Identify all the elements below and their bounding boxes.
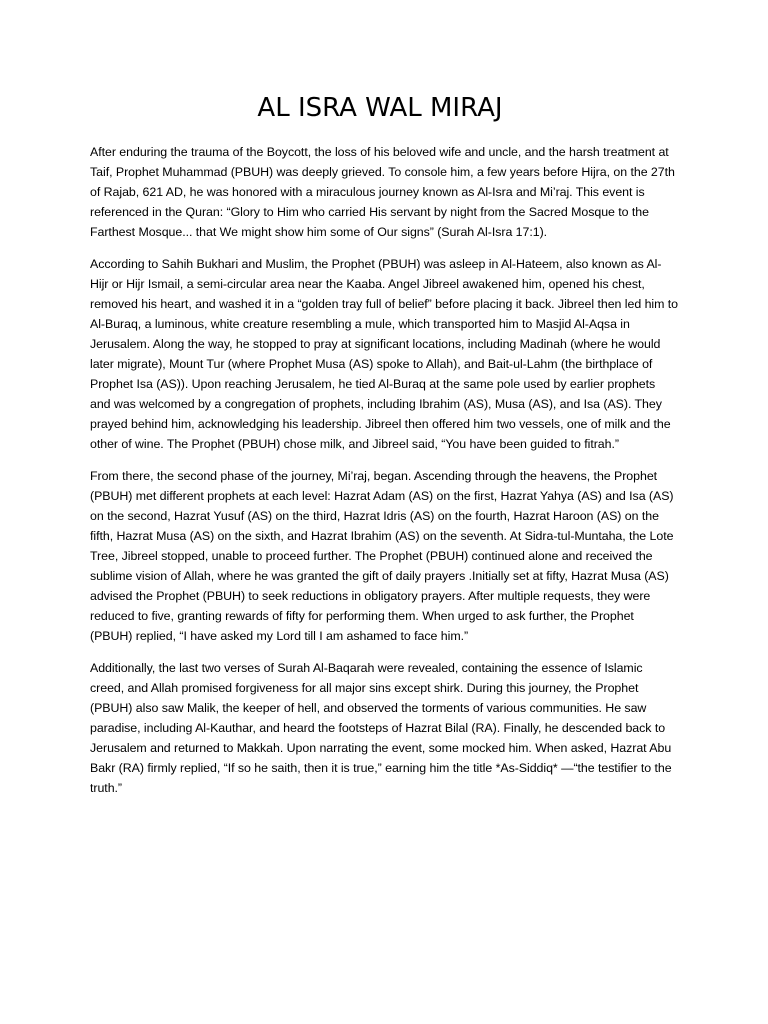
document-title: AL ISRA WAL MIRAJ <box>257 93 503 123</box>
document-body <box>90 142 678 810</box>
paragraph-3: From there, the second phase of the journey, Mi’raj, began. Ascending through the heavens, the Prophet (PBUH) met different prophets at each level: Hazrat Adam (AS) on the first, Hazrat Yahya (AS) and Isa (AS) on the second, Hazrat Yusuf (AS) on the third, Hazrat Idris (AS) on the fourth, Hazrat Haroon (AS) on the fifth, Hazrat Musa (AS) on the sixth, and Hazrat Ibrahim (AS) on the seventh. At Sidra-tul-Muntaha, the Lote Tree, Jibreel stopped, unable to proceed further. The Prophet (PBUH) continued alone and received the sublime vision of Allah, where he was granted the gift of daily prayers .Initially set at fifty, Hazrat Musa (AS) advised the Prophet (PBUH) to seek reductions in obligatory prayers. After multiple requests, they were reduced to five, granting rewards of fifty for performing them. When urged to ask further, the Prophet (PBUH) replied, “I have asked my Lord till I am ashamed to face him.” <box>90 469 674 643</box>
paragraph-2: According to Sahih Bukhari and Muslim, the Prophet (PBUH) was asleep in Al-Hateem, also known as Al-Hijr or Hijr Ismail, a semi-circular area near the Kaaba. Angel Jibreel awakened him, opened his chest, removed his heart, and washed it in a “golden tray full of belief” before placing it back. Jibreel then led him to Al-Buraq, a luminous, white creature resembling a mule, which transported him to Masjid Al-Aqsa in Jerusalem. Along the way, he stopped to pray at significant locations, including Madinah (where he would later migrate), Mount Tur (where Prophet Musa (AS) spoke to Allah), and Bait-ul-Lahm (the birthplace of Prophet Isa (AS)). Upon reaching Jerusalem, he tied Al-Buraq at the same pole used by earlier prophets and was welcomed by a congregation of prophets, including Ibrahim (AS), Musa (AS), and Isa (AS). They prayed behind him, acknowledging his leadership. Jibreel then offered him two vessels, one of milk and the other of wine. The Prophet (PBUH) chose milk, and Jibreel said, “You have been guided to fitrah.” <box>90 257 679 451</box>
paragraph-1: After enduring the trauma of the Boycott, the loss of his beloved wife and uncle, and the harsh treatment at Taif, Prophet Muhammad (PBUH) was deeply grieved. To console him, a few years before Hijra, on the 27th of Rajab, 621 AD, he was honored with a miraculous journey known as Al-Isra and Mi’raj. This event is referenced in the Quran: “Glory to Him who carried His servant by night from the Sacred Mosque to the Farthest Mosque... that We might show him some of Our signs” (Surah Al-Isra 17:1). <box>90 145 675 239</box>
paragraph-4: Additionally, the last two verses of Surah Al-Baqarah were revealed, containing the essence of Islamic creed, and Allah promised forgiveness for all major sins except shirk. During this journey, the Prophet (PBUH) also saw Malik, the keeper of hell, and observed the torments of various communities. He saw paradise, including Al-Kauthar, and heard the footsteps of Hazrat Bilal (RA). Finally, he descended back to Jerusalem and returned to Makkah. Upon narrating the event, some mocked him. When asked, Hazrat Abu Bakr (RA) firmly replied, “If so he saith, then it is true,” earning him the title *As-Siddiq* —“the testifier to the truth.” <box>90 661 672 795</box>
